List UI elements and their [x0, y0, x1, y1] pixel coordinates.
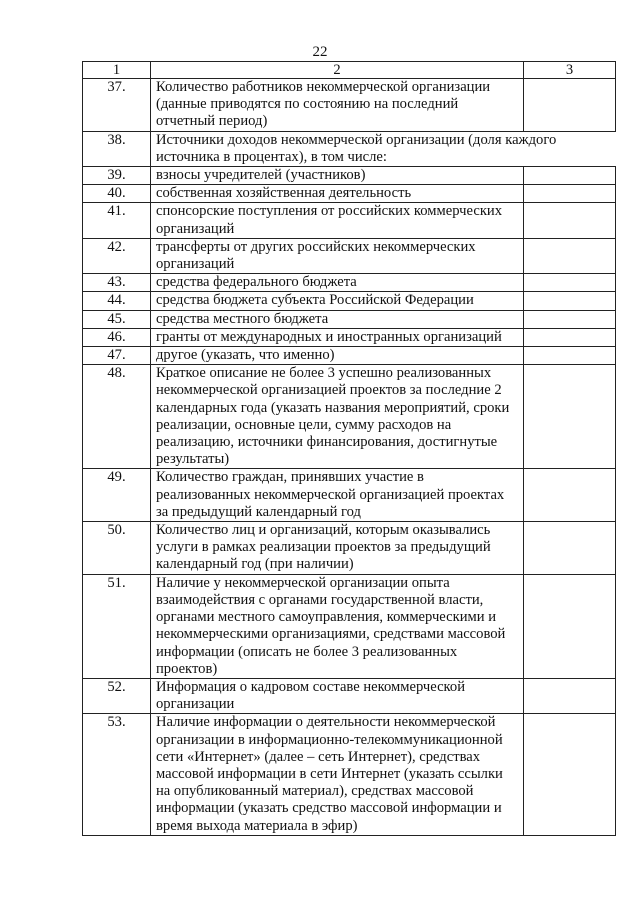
row-value	[524, 365, 616, 469]
row-value	[524, 292, 616, 310]
table-row	[83, 347, 616, 365]
row-value	[524, 185, 616, 203]
row-description: Наличие информации о деятельности некоммерческой организации в информационно-телекоммуникационной сети «Интернет» (далее – сеть Интернет), средствах массовой информации в сети Интернет (указать ссылки на опубликованный материал), средствах массовой информации (указать средство массовой информации и время выхода материала в эфир)	[151, 714, 524, 835]
row-description: Количество работников некоммерческой организации (данные приводятся по состоянию на последний отчетный период)	[151, 79, 524, 132]
row-description: Источники доходов некоммерческой организации (доля каждого источника в процентах), в том числе:	[151, 131, 616, 166]
table-row	[83, 714, 616, 835]
row-description: гранты от международных и иностранных организаций	[151, 328, 524, 346]
row-number: 38.	[83, 131, 151, 166]
row-value	[524, 347, 616, 365]
table-row	[83, 469, 616, 522]
row-description: Количество лиц и организаций, которым оказывались услуги в рамках реализации проектов за предыдущий календарный год (при наличии)	[151, 522, 524, 575]
row-value	[524, 79, 616, 132]
row-description: другое (указать, что именно)	[151, 347, 524, 365]
table-row	[83, 131, 616, 166]
row-number: 42.	[83, 238, 151, 273]
row-description: Количество граждан, принявших участие в реализованных некоммерческой организацией проектах за предыдущий календарный год	[151, 469, 524, 522]
row-value	[524, 167, 616, 185]
table-row	[83, 79, 616, 132]
row-number: 44.	[83, 292, 151, 310]
row-description: средства бюджета субъекта Российской Федерации	[151, 292, 524, 310]
table-row	[83, 167, 616, 185]
row-value	[524, 310, 616, 328]
row-value	[524, 328, 616, 346]
row-description: средства местного бюджета	[151, 310, 524, 328]
row-number: 45.	[83, 310, 151, 328]
row-description: спонсорские поступления от российских коммерческих организаций	[151, 203, 524, 238]
row-value	[524, 469, 616, 522]
row-description: Информация о кадровом составе некоммерческой организации	[151, 678, 524, 713]
row-number: 39.	[83, 167, 151, 185]
table-row	[83, 522, 616, 575]
page-number: 22	[312, 44, 328, 60]
row-value	[524, 714, 616, 835]
row-number: 48.	[83, 365, 151, 469]
table-row	[83, 274, 616, 292]
row-number: 43.	[83, 274, 151, 292]
row-number: 50.	[83, 522, 151, 575]
table-row	[83, 292, 616, 310]
table-row	[83, 574, 616, 678]
row-number: 49.	[83, 469, 151, 522]
table-row	[83, 678, 616, 713]
table-row	[83, 185, 616, 203]
row-description: Краткое описание не более 3 успешно реализованных некоммерческой организацией проектов за последние 2 календарных года (указать названия мероприятий, сроки реализации, основные цели, сумму расходов на реализацию, источники финансирования, достигнутые результаты)	[151, 365, 524, 469]
table-header-row	[83, 62, 616, 79]
form-table	[82, 61, 616, 836]
table-row	[83, 203, 616, 238]
row-value	[524, 203, 616, 238]
header-col-3: 3	[524, 62, 616, 79]
header-col-1: 1	[83, 62, 151, 79]
row-value	[524, 274, 616, 292]
row-value	[524, 678, 616, 713]
row-number: 40.	[83, 185, 151, 203]
header-col-2: 2	[151, 62, 524, 79]
row-value	[524, 238, 616, 273]
table-row	[83, 365, 616, 469]
row-description: средства федерального бюджета	[151, 274, 524, 292]
row-number: 47.	[83, 347, 151, 365]
table-row	[83, 328, 616, 346]
row-number: 51.	[83, 574, 151, 678]
row-number: 46.	[83, 328, 151, 346]
row-description: собственная хозяйственная деятельность	[151, 185, 524, 203]
row-number: 41.	[83, 203, 151, 238]
row-value	[524, 574, 616, 678]
row-description: взносы учредителей (участников)	[151, 167, 524, 185]
table-row	[83, 238, 616, 273]
table-row	[83, 310, 616, 328]
row-description: трансферты от других российских некоммерческих организаций	[151, 238, 524, 273]
row-number: 53.	[83, 714, 151, 835]
row-description: Наличие у некоммерческой организации опыта взаимодействия с органами государственной власти, органами местного самоуправления, коммерческими и некоммерческими организациями, средствами массовой информации (описать не более 3 реализованных проектов)	[151, 574, 524, 678]
row-value	[524, 522, 616, 575]
row-number: 37.	[83, 79, 151, 132]
row-number: 52.	[83, 678, 151, 713]
